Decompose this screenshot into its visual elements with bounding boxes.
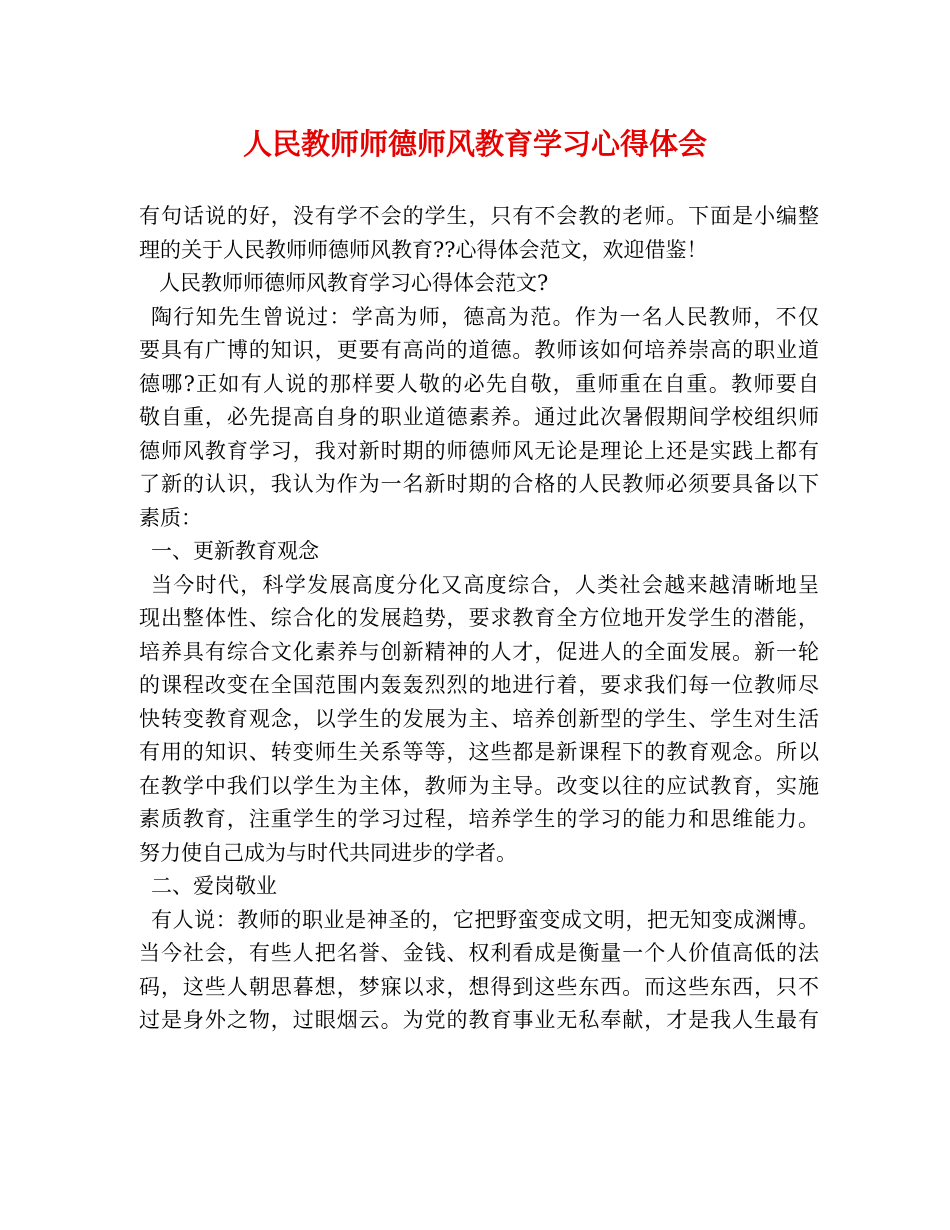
- page-title: 人民教师师德师风教育学习心得体会: [242, 127, 707, 161]
- paragraph-line: 素质教育，注重学生的学习过程，培养学生的学习的能力和思维能力。: [139, 807, 819, 831]
- paragraph-line: 快转变教育观念，以学生的发展为主、培养创新型的学生、学生对生活: [139, 706, 819, 731]
- section-heading-line: 一、更新教育观念: [151, 539, 319, 563]
- paragraph-line: 有用的知识、转变师生关系等等，这些都是新课程下的教育观念。所以: [139, 740, 819, 764]
- paragraph-line: 要具有广博的知识，更要有高尚的道德。教师该如何培养崇高的职业道: [139, 338, 819, 362]
- paragraph-line: 理的关于人民教师师德师风教育??心得体会范文，欢迎借鉴！: [139, 237, 708, 262]
- section-heading-line: 人民教师师德师风教育学习心得体会范文?: [159, 271, 549, 295]
- paragraph-line: 的课程改变在全国范围内轰轰烈烈的地进行着，要求我们每一位教师尽: [139, 673, 819, 697]
- paragraph-line: 在教学中我们以学生为主体，教师为主导。改变以往的应试教育，实施: [139, 773, 819, 798]
- paragraph-line: 码，这些人朝思暮想，梦寐以求，想得到这些东西。而这些东西，只不: [139, 974, 819, 999]
- paragraph-line: 德哪?正如有人说的那样要人敬的必先自敬，重师重在自重。教师要自: [139, 371, 819, 396]
- paragraph-line: 有句话说的好，没有学不会的学生，只有不会教的老师。下面是小编整: [139, 204, 819, 228]
- paragraph-line: 过是身外之物，过眼烟云。为党的教育事业无私奉献，才是我人生最有: [139, 1008, 819, 1032]
- paragraph-line: 努力使自己成为与时代共同进步的学者。: [139, 840, 517, 865]
- paragraph-line: 敬自重，必先提高自身的职业道德素养。通过此次暑假期间学校组织师: [139, 405, 819, 429]
- paragraph-line: 了新的认识，我认为作为一名新时期的合格的人民教师必须要具备以下: [139, 472, 819, 496]
- paragraph-line: 有人说：教师的职业是神圣的，它把野蛮变成文明，把无知变成渊博。: [151, 907, 819, 932]
- paragraph-line: 培养具有综合文化素养与创新精神的人才，促进人的全面发展。新一轮: [139, 639, 819, 664]
- document-body: [139, 200, 819, 1038]
- paragraph-line: 素质：: [139, 505, 202, 530]
- paragraph-line: 当今时代，科学发展高度分化又高度综合，人类社会越来越清晰地呈: [151, 572, 819, 597]
- paragraph-line: 当今社会，有些人把名誉、金钱、权利看成是衡量一个人价值高低的法: [139, 941, 819, 965]
- paragraph-line: 德师风教育学习，我对新时期的师德师风无论是理论上还是实践上都有: [139, 438, 819, 463]
- paragraph-line: 陶行知先生曾说过：学高为师，德高为范。作为一名人民教师，不仅: [151, 304, 819, 329]
- section-heading-line: 二、爱岗敬业: [151, 874, 277, 898]
- paragraph-line: 现出整体性、综合化的发展趋势，要求教育全方位地开发学生的潜能，: [139, 606, 819, 630]
